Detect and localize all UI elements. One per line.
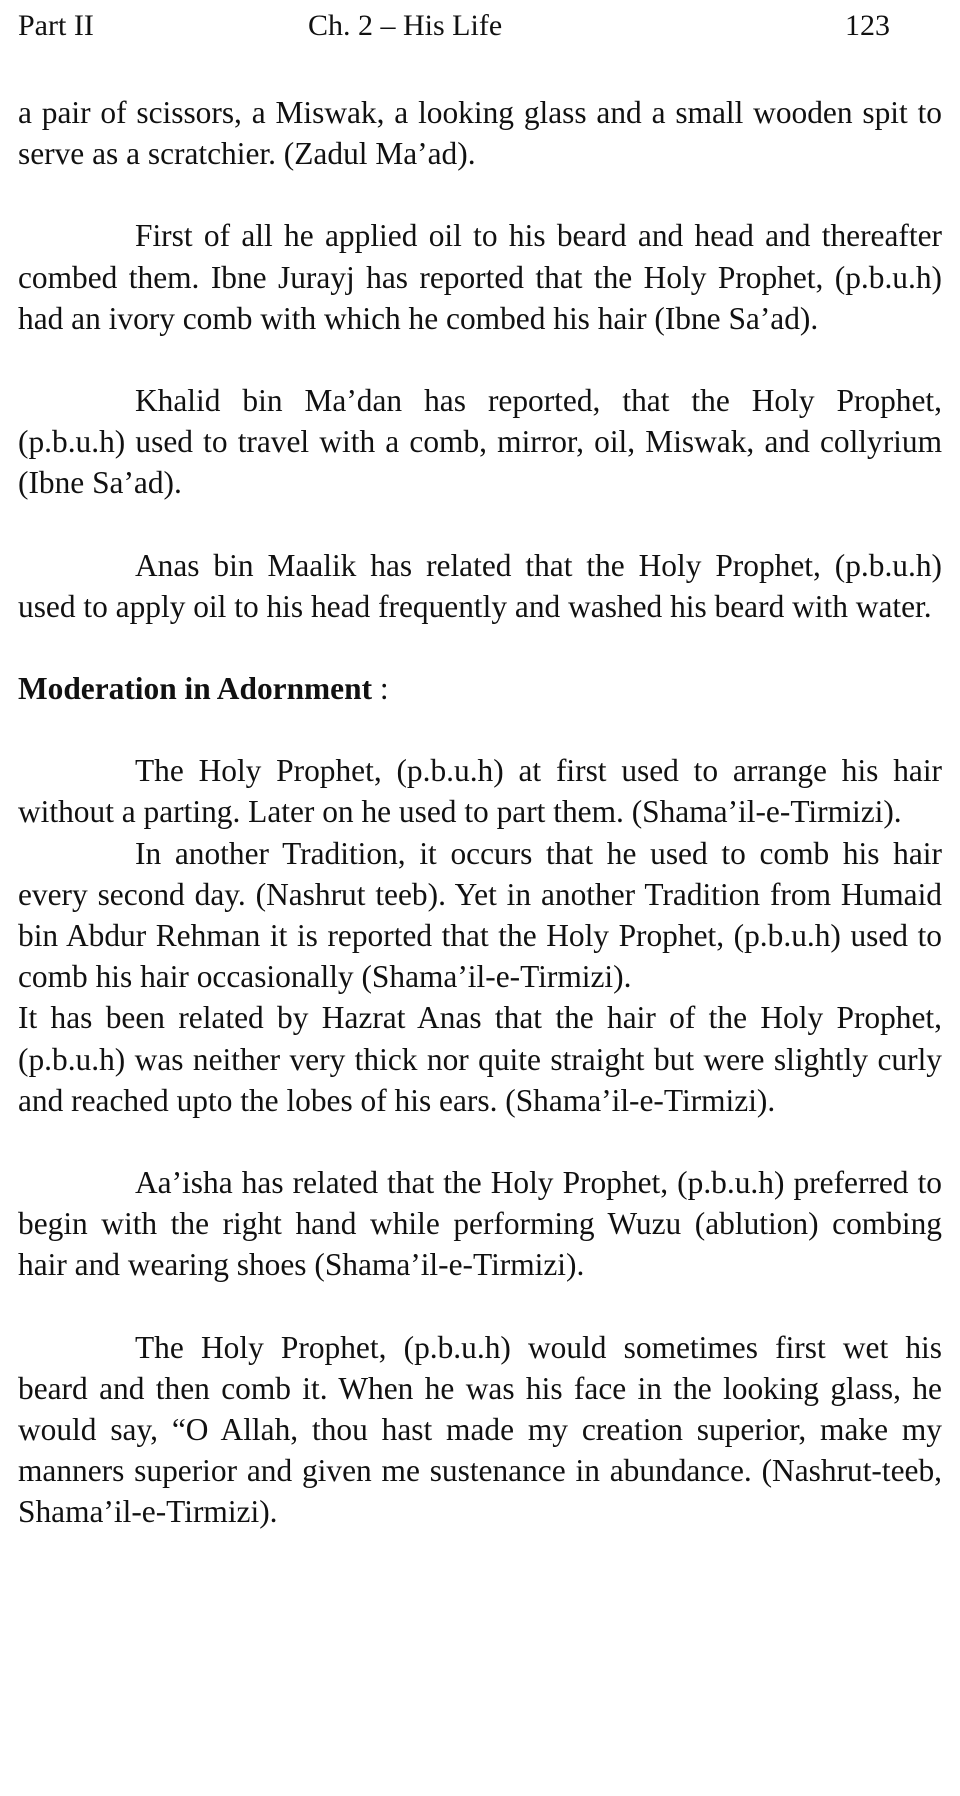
paragraph: The Holy Prophet, (p.b.u.h) at first used to arrange his hair without a parting. Later on he used to part them. (Shama’il-e-Tirmizi). <box>18 753 942 830</box>
paragraph: It has been related by Hazrat Anas that the hair of the Holy Prophet, (p.b.u.h) was neither very thick nor quite straight but were slightly curly and reached upto the lobes of his ears. (Shama’il-e-Tirmizi). <box>18 1000 942 1118</box>
part-label: Part II <box>18 9 94 42</box>
running-header <box>18 0 942 52</box>
body-text <box>18 92 942 1533</box>
section-heading-text: Moderation in Adornment <box>18 671 373 707</box>
paragraph: Khalid bin Ma’dan has reported, that the Holy Prophet, (p.b.u.h) used to travel with a comb, mirror, oil, Miswak, and collyrium (Ibne Sa’ad). <box>18 383 942 501</box>
paragraph: First of all he applied oil to his beard and head and thereafter combed them. Ibne Jurayj has reported that the Holy Prophet, (p.b.u.h) had an ivory comb with which he combed his hair (Ibne Sa’ad). <box>18 218 942 336</box>
section-heading <box>18 668 942 709</box>
paragraph: a pair of scissors, a Miswak, a looking glass and a small wooden spit to serve as a scratchier. (Zadul Ma’ad). <box>18 95 942 172</box>
paragraph: Aa’isha has related that the Holy Prophet, (p.b.u.h) preferred to begin with the right hand while performing Wuzu (ablution) combing hair and wearing shoes (Shama’il-e-Tirmizi). <box>18 1165 942 1283</box>
chapter-title: Ch. 2 – His Life <box>308 9 503 42</box>
section-heading-colon: : <box>372 671 389 707</box>
paragraph: In another Tradition, it occurs that he used to comb his hair every second day. (Nashrut teeb). Yet in another Tradition from Humaid bin Abdur Rehman it is reported that the Holy Prophet, (p.b.u.h) used to comb his hair occasionally (Shama’il-e-Tirmizi). <box>18 835 942 995</box>
page-number: 123 <box>845 9 890 42</box>
paragraph: The Holy Prophet, (p.b.u.h) would sometimes first wet his beard and then comb it. When he was his face in the looking glass, he would say, “O Allah, thou hast made my creation superior, make my manners superior and given me sustenance in abundance. (Nashrut-teeb, Shama’il-e-Tirmizi). <box>18 1329 942 1530</box>
paragraph: Anas bin Maalik has related that the Holy Prophet, (p.b.u.h) used to apply oil to his head frequently and washed his beard with water. <box>18 547 942 624</box>
